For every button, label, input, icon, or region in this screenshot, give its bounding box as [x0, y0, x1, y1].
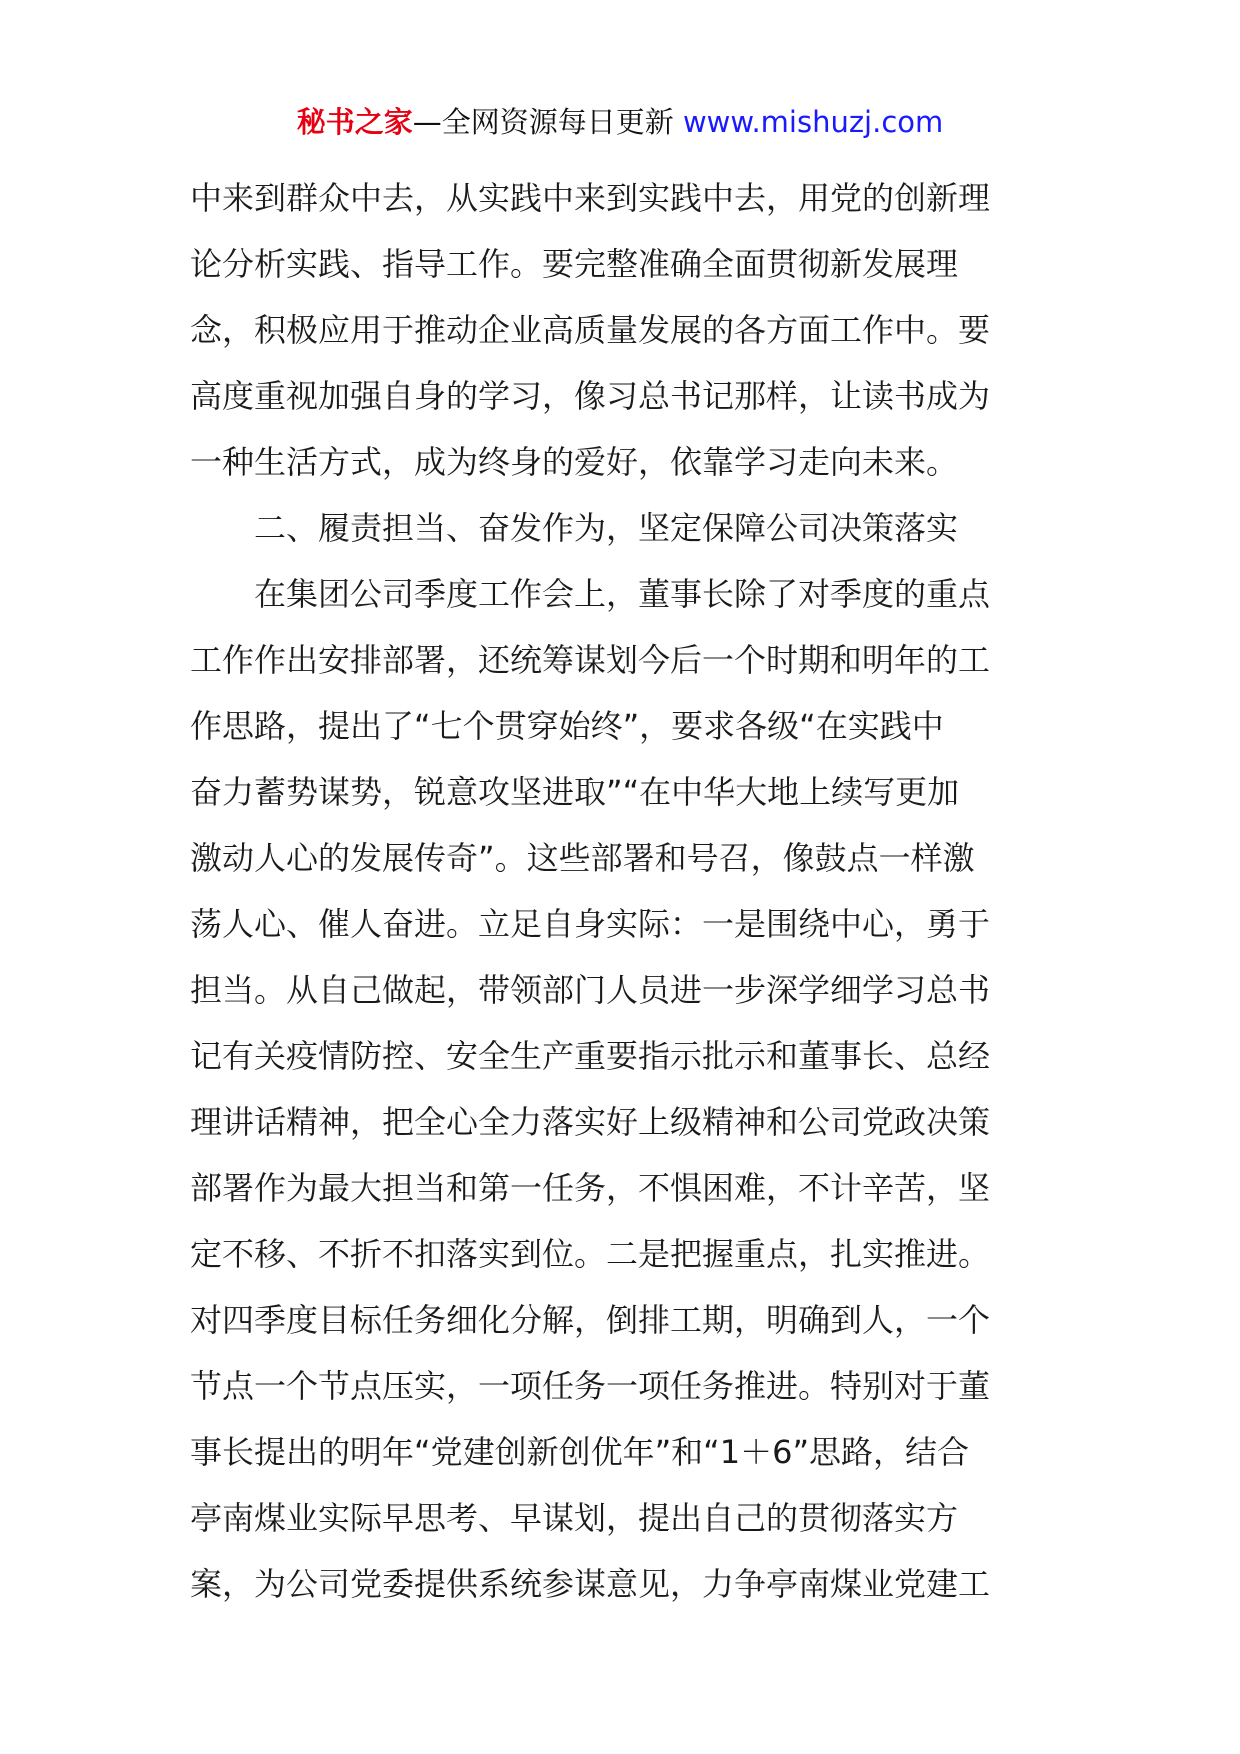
text-line: 定不移、不折不扣落实到位。二是把握重点，扎实推进。	[190, 1235, 991, 1273]
text-line: 记有关疫情防控、安全生产重要指示批示和董事长、总经	[190, 1037, 991, 1075]
section-heading: 二、履责担当、奋发作为，坚定保障公司决策落实	[254, 509, 959, 547]
text-line: 作思路，提出了“七个贯穿始终”，要求各级“在实践中	[190, 707, 944, 745]
text-line: 理讲话精神，把全心全力落实好上级精神和公司党政决策	[190, 1103, 991, 1141]
site-header	[0, 100, 1240, 144]
brand-name: 秘书之家	[296, 105, 413, 139]
text-line: 一种生活方式，成为终身的爱好，依靠学习走向未来。	[190, 443, 959, 481]
header-slogan: —全网资源每日更新	[412, 105, 683, 139]
document-body	[190, 165, 1070, 1617]
text-line: 中来到群众中去，从实践中来到实践中去，用党的创新理	[190, 179, 991, 217]
text-line: 激动人心的发展传奇”。这些部署和号召，像鼓点一样激	[190, 839, 975, 877]
text-line: 事长提出的明年“党建创新创优年”和“1＋6”思路，结合	[190, 1433, 970, 1471]
text-line: 工作作出安排部署，还统筹谋划今后一个时期和明年的工	[190, 641, 991, 679]
text-line: 案，为公司党委提供系统参谋意见，力争亭南煤业党建工	[190, 1565, 991, 1603]
text-line: 节点一个节点压实，一项任务一项任务推进。特别对于董	[190, 1367, 991, 1405]
text-line: 担当。从自己做起，带领部门人员进一步深学细学习总书	[190, 971, 991, 1009]
text-line: 对四季度目标任务细化分解，倒排工期，明确到人，一个	[190, 1301, 991, 1339]
text-line: 念，积极应用于推动企业高质量发展的各方面工作中。要	[190, 311, 991, 349]
text-line: 亭南煤业实际早思考、早谋划，提出自己的贯彻落实方	[190, 1499, 959, 1537]
text-line: 论分析实践、指导工作。要完整准确全面贯彻新发展理	[190, 245, 959, 283]
text-line: 荡人心、催人奋进。立足自身实际：一是围绕中心，勇于	[190, 905, 991, 943]
site-url-link[interactable]: www.mishuzj.com	[682, 105, 944, 139]
paragraph-start-line: 在集团公司季度工作会上，董事长除了对季度的重点	[254, 575, 991, 613]
text-line: 高度重视加强自身的学习，像习总书记那样，让读书成为	[190, 377, 991, 415]
text-line: 奋力蓄势谋势，锐意攻坚进取”“在中华大地上续写更加	[190, 773, 960, 811]
text-line: 部署作为最大担当和第一任务，不惧困难，不计辛苦，坚	[190, 1169, 991, 1207]
